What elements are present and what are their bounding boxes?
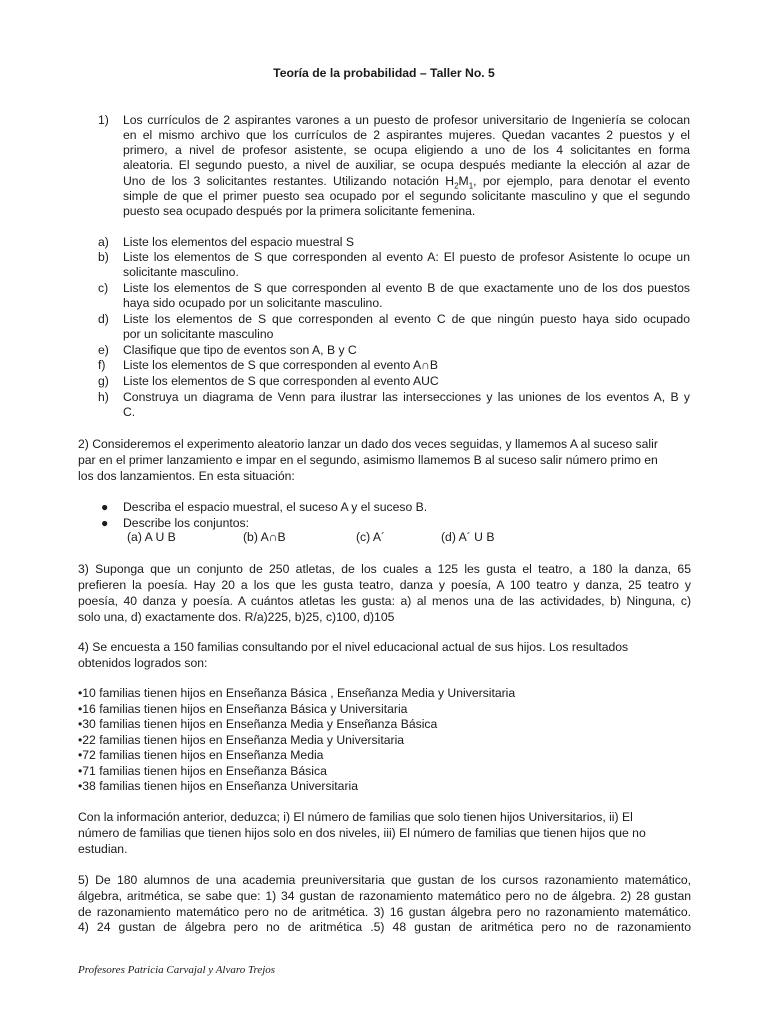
q1-line: en el mismo archivo que los currículos de 2 aspirantes mujeres. Quedan vacantes 2 puestos y el: [123, 128, 690, 142]
q1-item-text: Liste los elementos de S que corresponden al evento AUC: [123, 374, 439, 388]
q4-fact: •72 familias tienen hijos en Enseñanza Media: [78, 748, 324, 762]
q4-fact: •16 familias tienen hijos en Enseñanza Básica y Universitaria: [78, 702, 408, 716]
q1-item-text: Construya un diagrama de Venn para ilustrar las intersecciones y las uniones de los eventos A, B y: [123, 390, 690, 404]
q1-item-label: g): [98, 374, 109, 388]
q4-question: número de familias que tienen hijos solo en dos niveles, iii) El número de familias que tienen hijos que no: [78, 826, 646, 840]
q4-line: obtenidos logrados son:: [78, 656, 208, 670]
q2-line: los dos lanzamientos. En esta situación:: [78, 469, 295, 483]
q2-bullet-text: Describe los conjuntos:: [123, 516, 249, 530]
footer-authors: Profesores Patricia Carvajal y Alvaro Trejos: [78, 964, 276, 976]
q1-item-text: Liste los elementos de S que corresponden al evento B de que exactamente uno de los dos puestos: [123, 281, 690, 295]
q3-line: prefieren la poesía. Hay 20 a los que les gusta teatro, danza y poesía, A 100 teatro y danza, 25 teatro y: [78, 578, 691, 592]
q4-question: Con la información anterior, deduzca; i) El número de familias que solo tienen hijos Universitarios, ii) El: [78, 810, 633, 824]
q5-line: de razonamiento matemático pero no de aritmética. 3) 16 gustan álgebra pero no razonamiento matemático.: [78, 905, 691, 919]
q4-line: 4) Se encuesta a 150 familias consultando por el nivel educacional actual de sus hijos. Los resultados: [78, 640, 629, 654]
q2-option: (b) A∩B: [243, 530, 286, 544]
q1-item-label: b): [98, 250, 109, 264]
q2-line: 2) Consideremos el experimento aleatorio lanzar un dado dos veces seguidas, y llamemos A al suceso salir: [78, 437, 658, 451]
q1-item-text: Liste los elementos del espacio muestral S: [123, 235, 355, 249]
q1-line: Los currículos de 2 aspirantes varones a un puesto de profesor universitario de Ingeniería se colocan: [123, 113, 690, 127]
q1-item-text: por un solicitante masculino: [123, 327, 274, 341]
q1-item-text: Liste los elementos de S que corresponden al evento A: El puesto de profesor Asistente lo ocupe un: [123, 250, 690, 264]
q1-item-text: haya sido ocupado por un solicitante masculino.: [123, 296, 383, 310]
q1-item-label: c): [98, 281, 109, 295]
q1-line: puesto sea ocupado después por la primera solicitante femenina.: [123, 204, 476, 218]
q1-item-label: a): [98, 235, 109, 249]
q1-item-label: f): [98, 358, 106, 372]
q1-item-label: e): [98, 343, 109, 357]
q2-option: (c) A´: [356, 530, 386, 544]
q1-line-notation: Uno de los 3 solicitantes restantes. Utilizando notación $H_2M_1$, por ejemplo, para denotar el evento: [123, 174, 690, 191]
q4-fact: •38 familias tienen hijos en Enseñanza Universitaria: [78, 779, 358, 793]
q1-line: primero, a nivel de profesor asistente, se ocupa eligiendo a uno de los 4 solicitantes en forma: [123, 143, 690, 157]
q3-line: solo una, d) exactamente dos. R/a)225, b)25, c)100, d)105: [78, 610, 395, 624]
q1-number: 1): [98, 113, 109, 127]
q3-line: poesía, 40 danza y poesía. A cuántos atletas les gusta: a) al menos una de las actividades, b) Ninguna, c): [78, 594, 691, 608]
q5-line: 5) De 180 alumnos de una academia preuniversitaria que gustan de los cursos razonamiento matemático,: [78, 873, 691, 887]
q4-fact: •71 familias tienen hijos en Enseñanza Básica: [78, 764, 327, 778]
q5-line: álgebra, aritmética, se sabe que: 1) 34 gustan de razonamiento matemático pero no de álgebra. 2) 28 gustan: [78, 889, 691, 903]
q1-item-text: C.: [123, 405, 136, 419]
q2-line: par en el primer lanzamiento e impar en el segundo, asimismo llamemos B al suceso salir número primo en: [78, 453, 658, 467]
q1-line: simple de que el primer puesto sea ocupado por el segundo solicitante masculino y que el segundo: [123, 189, 690, 203]
q2-bullet-text: Describa el espacio muestral, el suceso A y el suceso B.: [123, 500, 428, 514]
q2-option: (a) A U B: [127, 530, 176, 544]
q1-item-text: Liste los elementos de S que corresponden al evento C de que ningún puesto haya sido ocupado: [123, 312, 690, 326]
q1-item-label: d): [98, 312, 109, 326]
q4-fact: •22 familias tienen hijos en Enseñanza Media y Universitaria: [78, 733, 405, 747]
q2-option: (d) A´ U B: [441, 530, 495, 544]
bullet-icon: ●: [101, 516, 109, 530]
q4-question: estudian.: [78, 842, 128, 856]
q4-fact: •10 familias tienen hijos en Enseñanza Básica , Enseñanza Media y Universitaria: [78, 686, 516, 700]
q1-line: aleatoria. El segundo puesto, a nivel de auxiliar, se ocupa después mediante la elección al azar de: [123, 158, 690, 172]
q1-item-text: solicitante masculino.: [123, 265, 239, 279]
page-title: Teoría de la probabilidad – Taller No. 5: [273, 66, 495, 80]
q1-item-text: Liste los elementos de S que corresponden al evento A∩B: [123, 358, 438, 372]
q1-item-text: Clasifique que tipo de eventos son A, B y C: [123, 343, 357, 357]
q3-line: 3) Suponga que un conjunto de 250 atletas, de los cuales a 125 les gusta el teatro, a 180 la danza, 65: [78, 562, 691, 576]
q5-line: 4) 24 gustan de álgebra pero no de aritmética .5) 48 gustan de aritmética pero no de razonamiento: [78, 920, 691, 934]
q1-item-label: h): [98, 390, 109, 404]
q4-fact: •30 familias tienen hijos en Enseñanza Media y Enseñanza Básica: [78, 717, 438, 731]
bullet-icon: ●: [101, 500, 109, 514]
